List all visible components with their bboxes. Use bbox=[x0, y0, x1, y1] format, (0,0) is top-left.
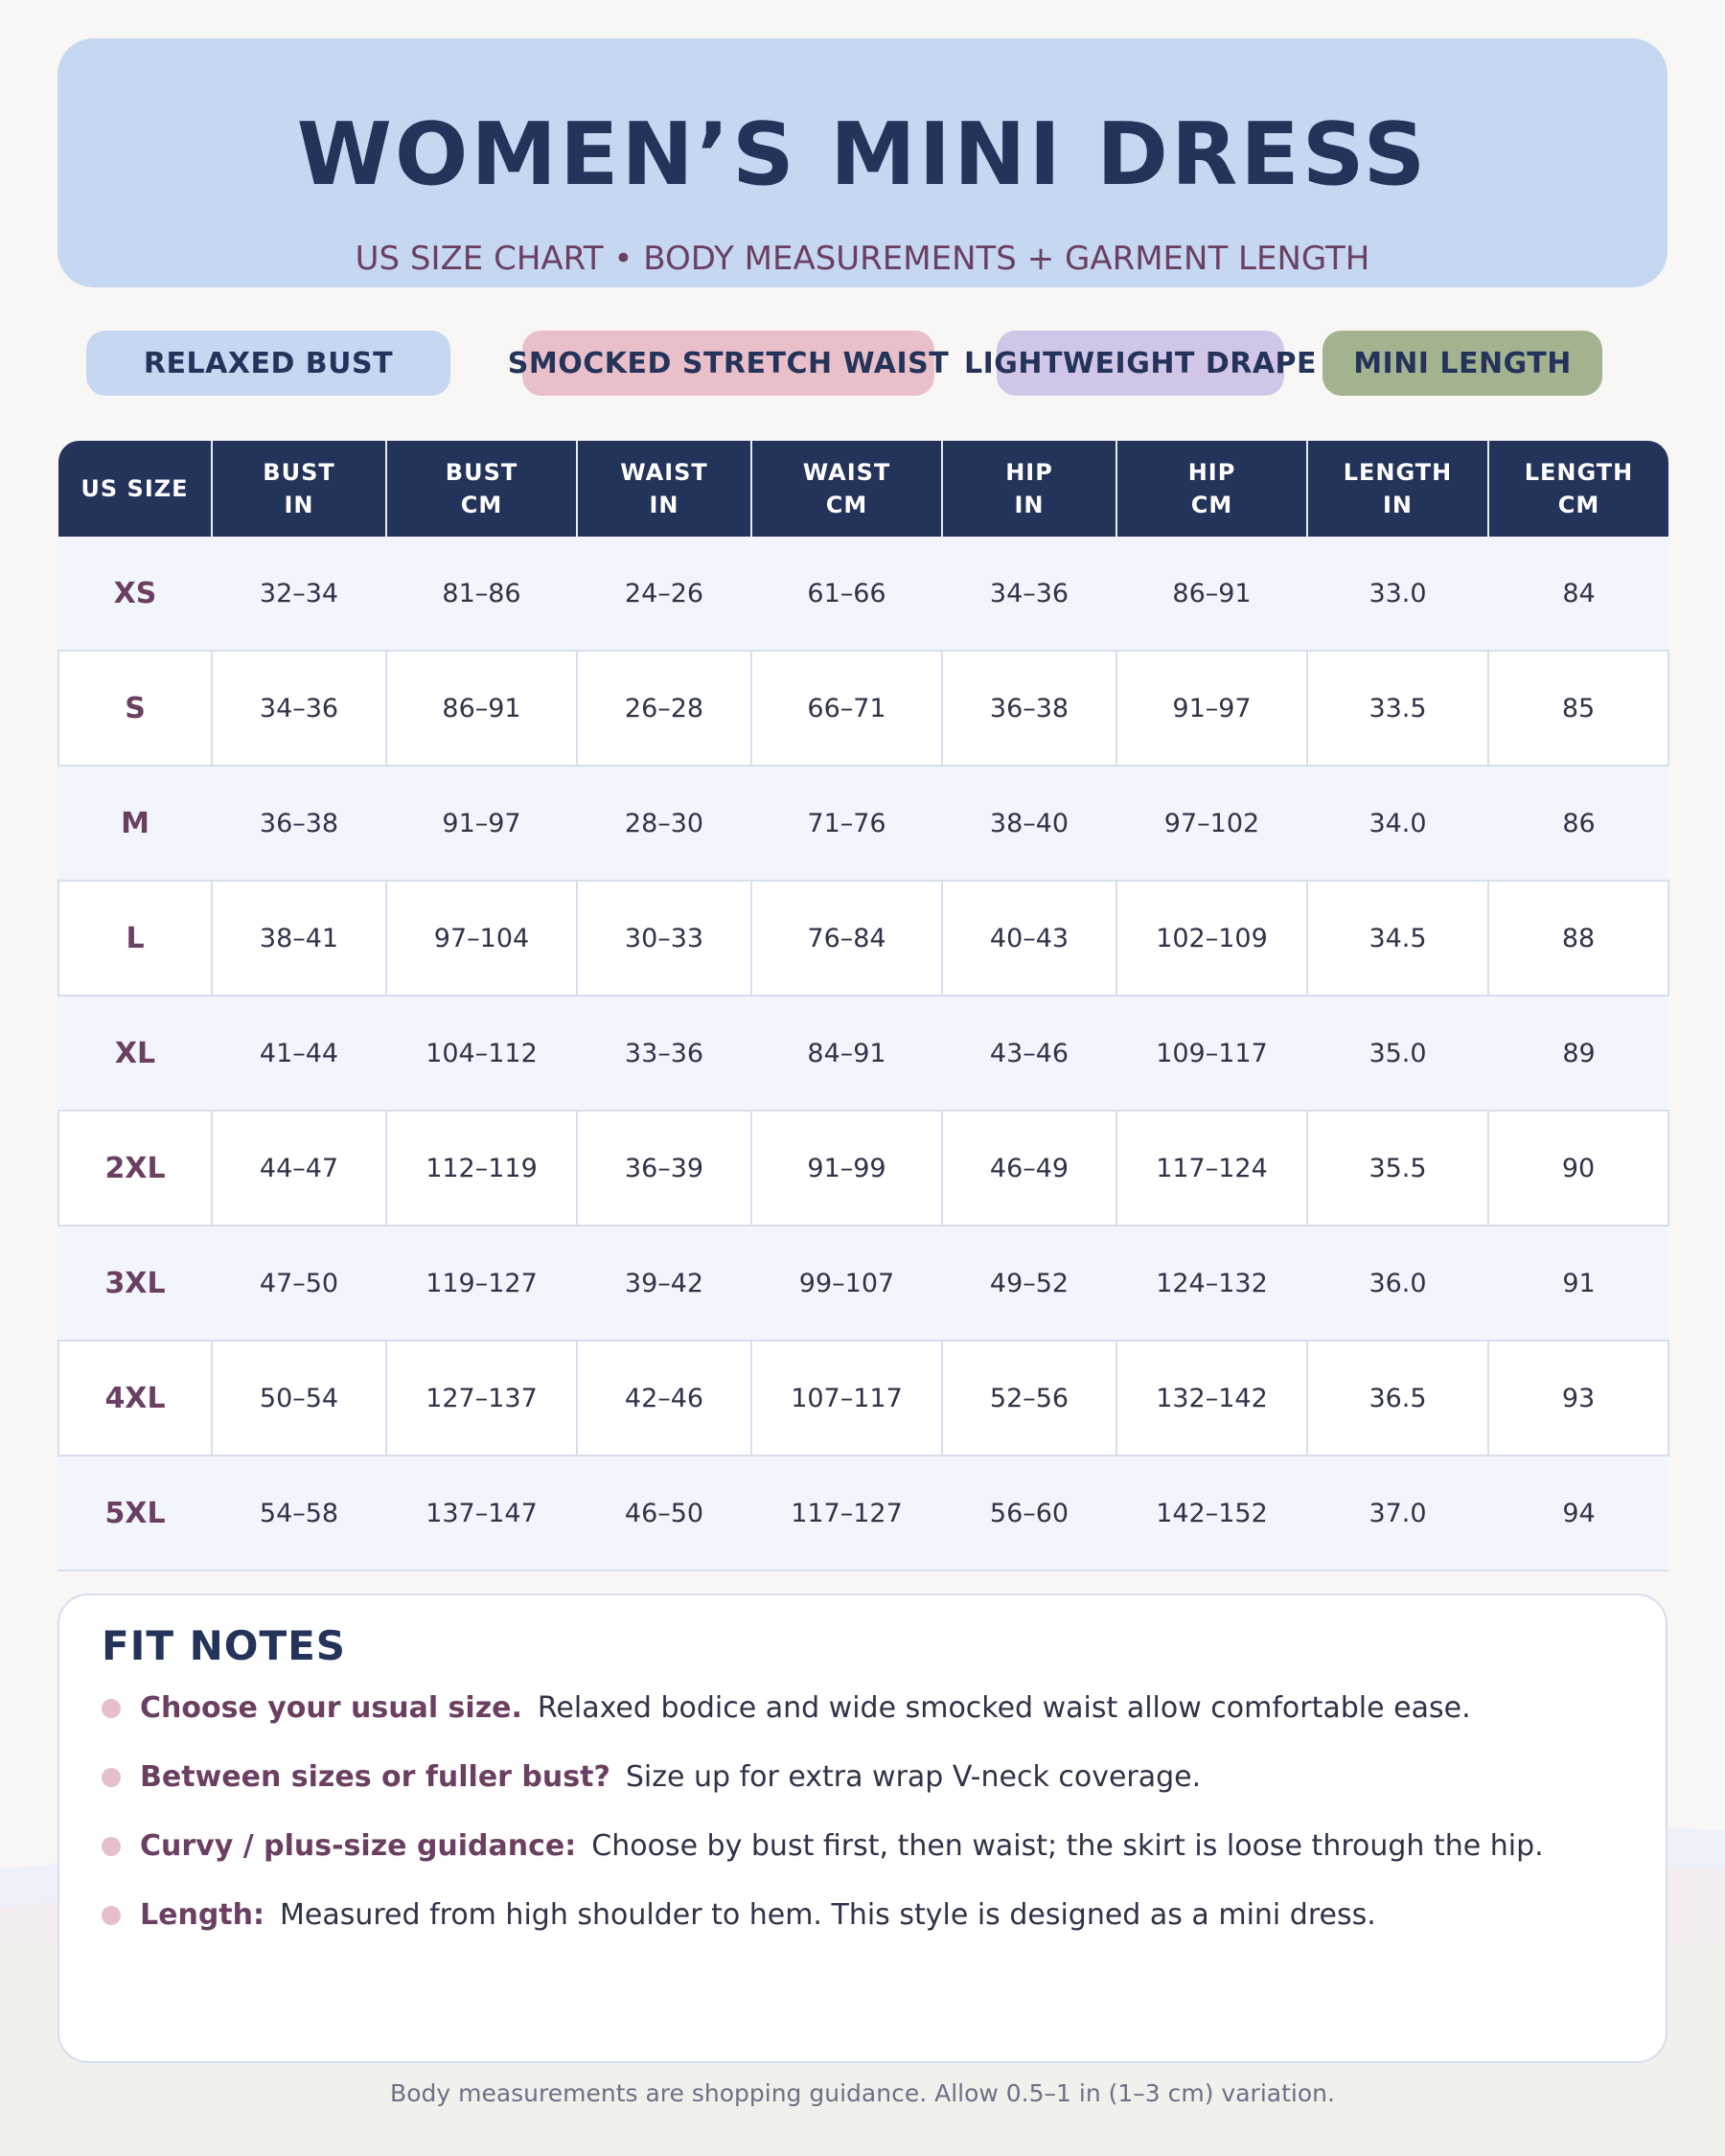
cell-waist-cm: 99–107 bbox=[751, 1226, 942, 1341]
bullet-icon bbox=[102, 1837, 121, 1856]
size-table bbox=[58, 441, 1669, 1571]
column-header-bust-cm: BUST CM bbox=[386, 441, 577, 537]
cell-length-in: 35.5 bbox=[1307, 1111, 1488, 1226]
table-row bbox=[58, 766, 1668, 881]
fit-notes-title: FIT NOTES bbox=[102, 1622, 347, 1669]
cell-bust-in: 54–58 bbox=[212, 1456, 386, 1571]
cell-hip-cm: 117–124 bbox=[1116, 1111, 1307, 1226]
cell-bust-in: 47–50 bbox=[212, 1226, 386, 1341]
cell-us-size: M bbox=[58, 766, 212, 881]
cell-bust-in: 50–54 bbox=[212, 1341, 386, 1456]
fit-note-text: Choose by bust first, then waist; the skirt is loose through the hip. bbox=[591, 1829, 1544, 1863]
cell-length-cm: 88 bbox=[1488, 881, 1668, 996]
page-subtitle: US SIZE CHART • BODY MEASUREMENTS + GARMENT LENGTH bbox=[355, 240, 1370, 278]
cell-hip-cm: 102–109 bbox=[1116, 881, 1307, 996]
cell-bust-in: 32–34 bbox=[212, 537, 386, 651]
column-header-waist-in: WAIST IN bbox=[577, 441, 751, 537]
cell-waist-in: 39–42 bbox=[577, 1226, 751, 1341]
cell-bust-cm: 127–137 bbox=[386, 1341, 577, 1456]
cell-bust-in: 36–38 bbox=[212, 766, 386, 881]
column-header-length-cm: LENGTH CM bbox=[1488, 441, 1668, 537]
column-header-bust-in: BUST IN bbox=[212, 441, 386, 537]
table-body bbox=[58, 537, 1668, 1571]
cell-length-cm: 85 bbox=[1488, 651, 1668, 766]
fit-note-heading: Length: bbox=[140, 1898, 264, 1932]
cell-hip-cm: 86–91 bbox=[1116, 537, 1307, 651]
cell-waist-in: 30–33 bbox=[577, 881, 751, 996]
cell-length-in: 34.0 bbox=[1307, 766, 1488, 881]
feature-pill-relaxed-bust bbox=[86, 331, 450, 396]
cell-hip-in: 36–38 bbox=[942, 651, 1116, 766]
fit-note-text: Measured from high shoulder to hem. This style is designed as a mini dress. bbox=[280, 1898, 1376, 1932]
cell-bust-in: 41–44 bbox=[212, 996, 386, 1111]
cell-length-in: 37.0 bbox=[1307, 1456, 1488, 1571]
cell-length-in: 35.0 bbox=[1307, 996, 1488, 1111]
cell-bust-cm: 97–104 bbox=[386, 881, 577, 996]
table-row bbox=[58, 1226, 1668, 1341]
cell-length-in: 36.0 bbox=[1307, 1226, 1488, 1341]
cell-bust-in: 34–36 bbox=[212, 651, 386, 766]
column-header-us-size: US SIZE bbox=[58, 441, 212, 537]
bullet-icon bbox=[102, 1699, 121, 1718]
cell-us-size: 5XL bbox=[58, 1456, 212, 1571]
cell-length-in: 33.5 bbox=[1307, 651, 1488, 766]
table-row bbox=[58, 996, 1668, 1111]
cell-waist-in: 46–50 bbox=[577, 1456, 751, 1571]
cell-waist-cm: 61–66 bbox=[751, 537, 942, 651]
cell-waist-cm: 91–99 bbox=[751, 1111, 942, 1226]
cell-us-size: 3XL bbox=[58, 1226, 212, 1341]
cell-length-cm: 86 bbox=[1488, 766, 1668, 881]
column-header-length-in: LENGTH IN bbox=[1307, 441, 1488, 537]
cell-length-cm: 84 bbox=[1488, 537, 1668, 651]
cell-hip-in: 38–40 bbox=[942, 766, 1116, 881]
cell-length-cm: 93 bbox=[1488, 1341, 1668, 1456]
footer-note: Body measurements are shopping guidance. Allow 0.5–1 in (1–3 cm) variation. bbox=[390, 2079, 1335, 2107]
fit-note-heading: Between sizes or fuller bust? bbox=[140, 1760, 610, 1794]
cell-bust-cm: 91–97 bbox=[386, 766, 577, 881]
cell-us-size: XL bbox=[58, 996, 212, 1111]
cell-bust-cm: 86–91 bbox=[386, 651, 577, 766]
cell-us-size: XS bbox=[58, 537, 212, 651]
feature-label: RELAXED BUST bbox=[143, 346, 394, 380]
cell-hip-in: 43–46 bbox=[942, 996, 1116, 1111]
fit-notes-panel bbox=[58, 1594, 1668, 2063]
fit-note-text: Size up for extra wrap V-neck coverage. bbox=[625, 1760, 1202, 1794]
cell-bust-in: 38–41 bbox=[212, 881, 386, 996]
fit-note-text: Relaxed bodice and wide smocked waist allow comfortable ease. bbox=[537, 1691, 1471, 1725]
feature-label: SMOCKED STRETCH WAIST bbox=[507, 346, 950, 380]
cell-waist-in: 24–26 bbox=[577, 537, 751, 651]
table-header-row bbox=[58, 441, 1668, 537]
cell-length-cm: 90 bbox=[1488, 1111, 1668, 1226]
feature-pill-lightweight-drape bbox=[963, 331, 1318, 396]
cell-us-size: L bbox=[58, 881, 212, 996]
fit-note-item bbox=[102, 1689, 1471, 1728]
header-banner bbox=[58, 38, 1668, 287]
cell-waist-in: 42–46 bbox=[577, 1341, 751, 1456]
cell-waist-in: 26–28 bbox=[577, 651, 751, 766]
cell-hip-cm: 91–97 bbox=[1116, 651, 1307, 766]
cell-length-in: 33.0 bbox=[1307, 537, 1488, 651]
cell-length-in: 36.5 bbox=[1307, 1341, 1488, 1456]
cell-bust-in: 44–47 bbox=[212, 1111, 386, 1226]
cell-bust-cm: 112–119 bbox=[386, 1111, 577, 1226]
cell-hip-cm: 109–117 bbox=[1116, 996, 1307, 1111]
cell-us-size: S bbox=[58, 651, 212, 766]
cell-waist-cm: 76–84 bbox=[751, 881, 942, 996]
cell-hip-in: 52–56 bbox=[942, 1341, 1116, 1456]
cell-waist-cm: 107–117 bbox=[751, 1341, 942, 1456]
cell-waist-in: 33–36 bbox=[577, 996, 751, 1111]
table-row bbox=[58, 537, 1668, 651]
cell-waist-cm: 117–127 bbox=[751, 1456, 942, 1571]
feature-pill-smocked-waist bbox=[507, 331, 950, 396]
cell-hip-cm: 124–132 bbox=[1116, 1226, 1307, 1341]
cell-bust-cm: 104–112 bbox=[386, 996, 577, 1111]
cell-bust-cm: 119–127 bbox=[386, 1226, 577, 1341]
feature-label: LIGHTWEIGHT DRAPE bbox=[963, 346, 1318, 380]
column-header-hip-cm: HIP CM bbox=[1116, 441, 1307, 537]
cell-waist-in: 28–30 bbox=[577, 766, 751, 881]
bullet-icon bbox=[102, 1906, 121, 1925]
cell-waist-cm: 84–91 bbox=[751, 996, 942, 1111]
feature-pill-mini-length bbox=[1322, 331, 1602, 396]
cell-hip-in: 46–49 bbox=[942, 1111, 1116, 1226]
cell-length-cm: 91 bbox=[1488, 1226, 1668, 1341]
fit-note-heading: Curvy / plus-size guidance: bbox=[140, 1829, 577, 1863]
cell-hip-in: 56–60 bbox=[942, 1456, 1116, 1571]
table-row bbox=[58, 1111, 1668, 1226]
cell-hip-in: 34–36 bbox=[942, 537, 1116, 651]
cell-bust-cm: 81–86 bbox=[386, 537, 577, 651]
fit-note-heading: Choose your usual size. bbox=[140, 1691, 522, 1725]
cell-length-cm: 94 bbox=[1488, 1456, 1668, 1571]
cell-hip-in: 40–43 bbox=[942, 881, 1116, 996]
fit-note-item bbox=[102, 1827, 1544, 1866]
fit-note-item bbox=[102, 1896, 1376, 1935]
bullet-icon bbox=[102, 1768, 121, 1787]
cell-us-size: 4XL bbox=[58, 1341, 212, 1456]
cell-hip-in: 49–52 bbox=[942, 1226, 1116, 1341]
cell-waist-cm: 71–76 bbox=[751, 766, 942, 881]
page-title: WOMEN’S MINI DRESS bbox=[296, 104, 1429, 205]
table-row bbox=[58, 1456, 1668, 1571]
cell-bust-cm: 137–147 bbox=[386, 1456, 577, 1571]
cell-waist-cm: 66–71 bbox=[751, 651, 942, 766]
cell-us-size: 2XL bbox=[58, 1111, 212, 1226]
cell-waist-in: 36–39 bbox=[577, 1111, 751, 1226]
cell-length-cm: 89 bbox=[1488, 996, 1668, 1111]
cell-hip-cm: 97–102 bbox=[1116, 766, 1307, 881]
cell-length-in: 34.5 bbox=[1307, 881, 1488, 996]
fit-note-item bbox=[102, 1758, 1201, 1797]
table-row bbox=[58, 1341, 1668, 1456]
feature-label: MINI LENGTH bbox=[1353, 346, 1572, 380]
cell-hip-cm: 132–142 bbox=[1116, 1341, 1307, 1456]
column-header-hip-in: HIP IN bbox=[942, 441, 1116, 537]
table-row bbox=[58, 881, 1668, 996]
column-header-waist-cm: WAIST CM bbox=[751, 441, 942, 537]
table-row bbox=[58, 651, 1668, 766]
cell-hip-cm: 142–152 bbox=[1116, 1456, 1307, 1571]
